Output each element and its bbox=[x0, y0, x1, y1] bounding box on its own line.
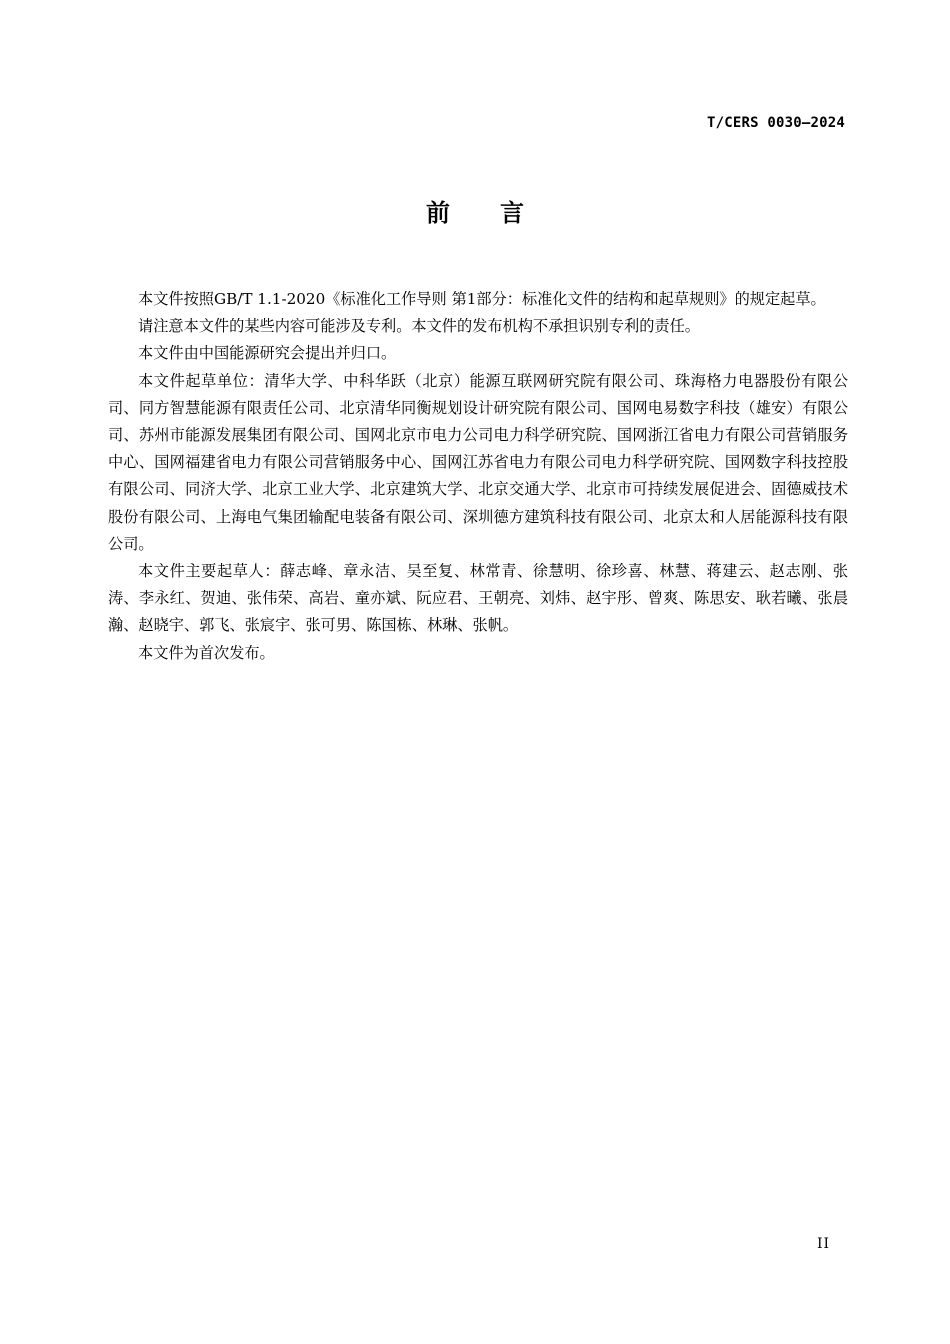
paragraph-drafters: 本文件主要起草人：薛志峰、章永洁、吴至复、林常青、徐慧明、徐珍喜、林慧、蒋建云、赵志刚、张涛、李永红、贺迪、张伟荣、高岩、童亦斌、阮应君、王朝亮、刘炜、赵宇彤、曾爽、陈思安、耿若曦、张晨瀚、赵晓宇、郭飞、张宸宇、张可男、陈国栋、林琳、张帆。 bbox=[108, 562, 848, 635]
paragraph-drafting-rules: 本文件按照GB/T 1.1-2020《标准化工作导则 第1部分：标准化文件的结构和起草规则》的规定起草。 bbox=[138, 290, 826, 308]
page-title: 前言 bbox=[426, 199, 574, 227]
document-code: T/CERS 0030—2024 bbox=[706, 115, 845, 131]
document-body bbox=[108, 286, 848, 667]
paragraph-patent-notice: 请注意本文件的某些内容可能涉及专利。本文件的发布机构不承担识别专利的责任。 bbox=[138, 317, 700, 336]
paragraph-first-release: 本文件为首次发布。 bbox=[138, 643, 275, 662]
paragraph-proposer: 本文件由中国能源研究会提出并归口。 bbox=[138, 344, 397, 363]
page-number: II bbox=[816, 1236, 830, 1252]
paragraph-drafting-units: 本文件起草单位：清华大学、中科华跃（北京）能源互联网研究院有限公司、珠海格力电器股份有限公司、同方智慧能源有限责任公司、北京清华同衡规划设计研究院有限公司、国网电易数字科技（雄安）有限公司、苏州市能源发展集团有限公司、国网北京市电力公司电力科学研究院、国网浙江省电力有限公司营销服务中心、国网福建省电力有限公司营销服务中心、国网江苏省电力有限公司电力科学研究院、国网数字科技控股有限公司、同济大学、北京工业大学、北京建筑大学、北京交通大学、北京市可持续发展促进会、固德威技术股份有限公司、上海电气集团输配电装备有限公司、深圳德方建筑科技有限公司、北京太和人居能源科技有限公司。 bbox=[108, 371, 848, 553]
